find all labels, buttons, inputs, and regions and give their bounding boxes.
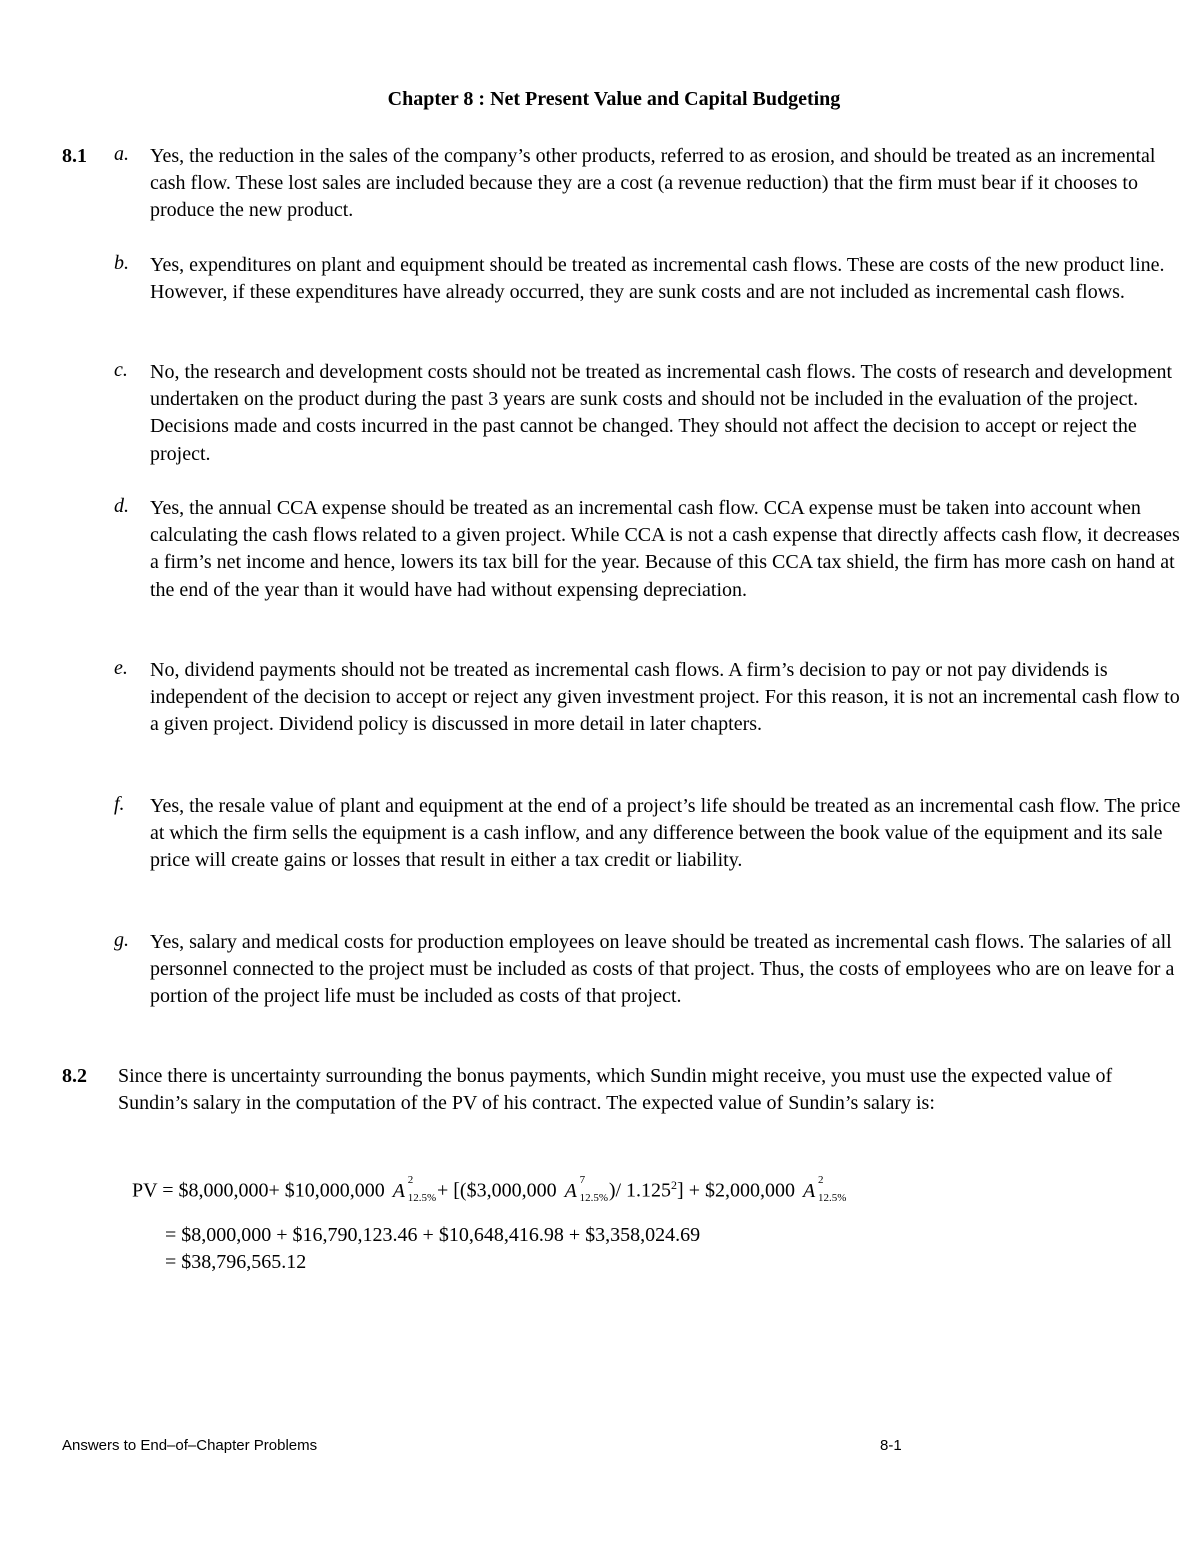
footer-page-number: 8-1 <box>880 1437 902 1454</box>
item-letter: g. <box>114 929 129 951</box>
annuity-factor: A 7 12.5% <box>564 1173 609 1204</box>
question-number-8-1: 8.1 <box>62 145 87 167</box>
pv-equation-line-3: = $38,796,565.12 <box>165 1251 307 1273</box>
answer-item-b <box>114 252 1184 306</box>
question-8-2-text: Since there is uncertainty surrounding the bonus payments, which Sundin might receive, you must use the expected value of Sundin’s salary in the computation of the PV of his contract. The expected value of Sundin’s salary is: <box>118 1065 1113 1115</box>
item-letter: c. <box>114 359 128 381</box>
answer-item-d <box>114 495 1184 604</box>
question-number-8-2: 8.2 <box>62 1065 87 1087</box>
item-text: Yes, salary and medical costs for production employees on leave should be treated as incremental cash flows. The salaries of all personnel connected to the project must be included as costs of that project. Thus, the costs of employees who are on leave for a portion of the project life must be included as costs of that project. <box>150 931 1175 1008</box>
eq-term: )/ 1.125 <box>608 1179 672 1202</box>
item-letter: b. <box>114 252 129 274</box>
item-text: Yes, the resale value of plant and equipment at the end of a project’s life should be treated as an incremental cash flow. The price at which the firm sells the equipment is a cash inflow, and any difference between the book value of the equipment and its sale price will create gains or losses that result in either a tax credit or liability. <box>150 795 1181 872</box>
exponent: 2 <box>671 1178 678 1192</box>
annuity-factor: A 2 12.5% <box>802 1173 847 1204</box>
item-letter: a. <box>114 143 129 165</box>
eq-term: ] + $2,000,000 <box>677 1179 795 1202</box>
footer-left: Answers to End–of–Chapter Problems <box>62 1437 318 1454</box>
item-text: No, dividend payments should not be treated as incremental cash flows. A firm’s decision to pay or not pay dividends is independent of the decision to accept or reject any given investment project. For this reason, it is not an incremental cash flow to a given project. Dividend policy is discussed in more detail in later chapters. <box>150 659 1180 736</box>
pv-equation-line-2: = $8,000,000 + $16,790,123.46 + $10,648,416.98 + $3,358,024.69 <box>165 1224 701 1246</box>
item-letter: f. <box>114 793 125 815</box>
item-text: Yes, the reduction in the sales of the company’s other products, referred to as erosion, and should be treated as an incremental cash flow. These lost sales are included because they are a cost (a revenue reduction) that the firm must bear if it chooses to produce the new product. <box>150 145 1156 222</box>
answer-item-c <box>114 359 1184 468</box>
answer-item-a <box>114 143 1184 225</box>
answer-item-f <box>114 793 1184 875</box>
annuity-factor: A 2 12.5% <box>392 1173 437 1204</box>
item-text: No, the research and development costs should not be treated as incremental cash flows. The costs of research and development undertaken on the product during the past 3 years are sunk costs and should not be included in the evaluation of the project. Decisions made and costs incurred in the past cannot be changed. They should not affect the decision to accept or reject the project. <box>150 361 1173 465</box>
eq-term: PV = $8,000,000+ $10,000,000 <box>132 1179 385 1202</box>
pv-equation-line-1 <box>132 1173 847 1204</box>
item-letter: e. <box>114 657 128 679</box>
item-text: Yes, the annual CCA expense should be treated as an incremental cash flow. CCA expense must be taken into account when calculating the cash flows related to a given project. While CCA is not a cash expense that directly affects cash flow, it decreases a firm’s net income and hence, lowers its tax bill for the year. Because of this CCA tax shield, the firm has more cash on hand at the end of the year than it would have had without expensing depreciation. <box>150 497 1180 601</box>
item-letter: d. <box>114 495 129 517</box>
eq-term: + [($3,000,000 <box>436 1179 557 1202</box>
item-text: Yes, expenditures on plant and equipment should be treated as incremental cash flows. These are costs of the new product line. However, if these expenditures have already occurred, they are sunk costs and are not included as incremental cash flows. <box>150 254 1165 304</box>
page-title: Chapter 8 : Net Present Value and Capital Budgeting <box>387 88 841 110</box>
answer-item-g <box>114 929 1184 1011</box>
answer-item-e <box>114 657 1184 739</box>
